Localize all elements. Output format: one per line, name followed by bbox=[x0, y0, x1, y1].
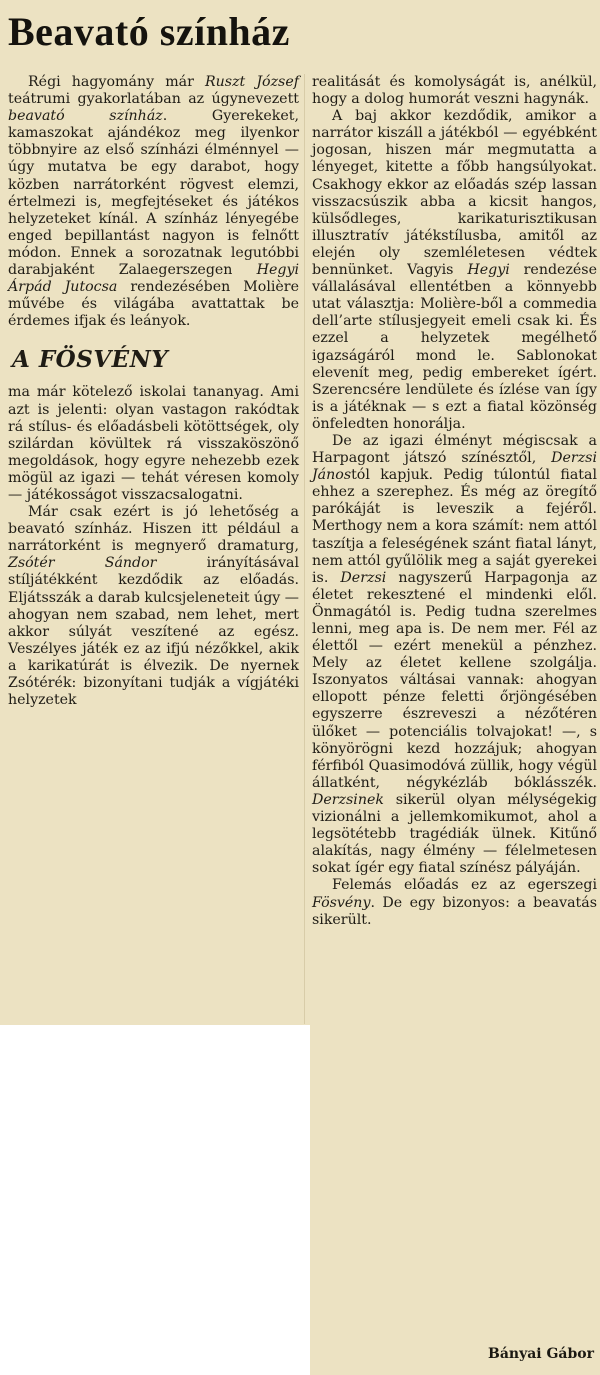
emphasis: Derzsinek bbox=[312, 791, 384, 808]
paragraph: ma már kötelező iskolai tananyag. Ami azt is jelenti: olyan vastagon rakódtak rá stílus- és előadásbeli kötöttségek, oly szilárdan kövültek rá visszaköszönő megoldások, hogy egyre nehezebb ezek mögül az igazi — tehát véresen komoly — játékosságot visszacsalogatni. bbox=[8, 384, 299, 503]
article-column-2 bbox=[312, 74, 597, 929]
paragraph: realitását és komolyságát is, anélkül, hogy a dolog humorát veszni hagynák. bbox=[312, 74, 597, 108]
author-byline: Bányai Gábor bbox=[487, 1346, 594, 1362]
article-column-1 bbox=[8, 74, 299, 709]
paragraph: De az igazi élményt mégiscsak a Harpagont játszó színésztől, Derzsi Jánostól kapjuk. Pedig túlontúl fiatal ehhez a szerephez. És még az öregítő parókáját is leveszik a fejéről. Merthogy nem a kora számít: nem attól taszítja a feleségének szánt fiatal lányt, nem attól gyűlölik meg a saját gyerekei is. Derzsi nagyszerű Harpagonja az életet rekesztené el mindenki elől. Önmagától is. Pedig tudna szerelmes lenni, meg apa is. De nem mer. Fél az élettől — ezért menekül a pénzhez. Mely az életet kellene szolgálja. Iszonyatos váltásai vannak: ahogyan ellopott pénze feletti őrjöngésében egyszerre észreveszi a nézőtéren ülőket — potenciális tolvajokat! —, s könyörögni kezd hozzájuk; ahogyan férfiból Quasimodóvá züllik, hogy végül állatként, négykézláb bóklásszék. Derzsinek sikerül olyan mélységekig vizionálni a jellemkomikumot, ahol a legsötétebb tragédiák ülnek. Kitűnő alakítás, nagy élmény — félelmetesen sokat ígér egy fiatal színész pályáján. bbox=[312, 432, 598, 877]
emphasis: Ruszt József bbox=[204, 74, 299, 90]
emphasis: Hegyi bbox=[467, 262, 510, 279]
newspaper-clipping-bottom-right bbox=[310, 1025, 600, 1375]
emphasis: beavató színház bbox=[8, 108, 163, 125]
paragraph: A baj akkor kezdődik, amikor a narrátor kiszáll a játékból — egyébként jogosan, hiszen már megmutatta a lényeget, kitette a főbb hangsúlyokat. Csakhogy ekkor az előadás szép lassan visszacsúszik abba a kicsit hangos, külsődleges, karikaturisztikusan illusztratív játékstílusba, amitől az elején oly szemléletesen védtek bennünket. Vagyis Hegyi rendezése vállalásával ellentétben a könnyebb utat választja: Molière-ből a commedia dell’arte stílusjegyeit emeli csak ki. És ezzel a helyzetek megélhető igazságáról mond le. Sablonokat elevenít meg, pedig embereket ígért. Szerencsére lendülete és ízlése van így is a játéknak — s ezt a fiatal közönség önfeledten honorálja. bbox=[312, 108, 597, 432]
paragraph: Már csak ezért is jó lehetőség a beavató színház. Hiszen itt például a narrátorként is megnyerő dramaturg, Zsótér Sándor irányításával stíljátékként kezdődik az előadás. Eljátsszák a darab kulcsjeleneteit úgy — ahogyan nem szabad, nem lehet, mert akkor súlyát veszítené az egész. Veszélyes játék ez az ifjú nézőkkel, akik a karikatúrát is élvezik. De nyernek Zsótérék: bizonyítani tudják a vígjátéki helyzetek bbox=[8, 504, 299, 709]
column-divider bbox=[304, 74, 305, 1024]
paragraph: Régi hagyomány már Ruszt József teátrumi gyakorlatában az úgynevezett beavató színház. Gyerekeket, kamaszokat ajándékoz meg ilyenkor többnyire az első színházi élménnyel — úgy mutatva be egy darabot, hogy közben narrátorként rögvest elemzi, értelmezi is, megfejtéseket és játékos helyzeteket kínál. A színház lényegébe enged bepillantást nagyon is felnőtt módon. Ennek a sorozatnak legutóbbi darabjaként Zalaegerszegen Hegyi Árpád Jutocsa rendezésében Molière művébe és világába avattattak be érdemes ifjak és leányok. bbox=[8, 74, 299, 330]
paragraph: Felemás előadás ez az egerszegi Fösvény. De egy bizonyos: a beavatás sikerült. bbox=[312, 877, 597, 928]
emphasis: Zsótér Sándor bbox=[8, 555, 157, 572]
emphasis: Hegyi Árpád Jutocsa bbox=[8, 262, 299, 296]
emphasis: Derzsi János bbox=[312, 450, 597, 484]
emphasis: Derzsi bbox=[340, 569, 387, 586]
article-headline: Beavató színház bbox=[8, 9, 290, 54]
section-subheading: A FÖSVÉNY bbox=[12, 346, 169, 374]
emphasis: Fösvény bbox=[312, 894, 371, 911]
